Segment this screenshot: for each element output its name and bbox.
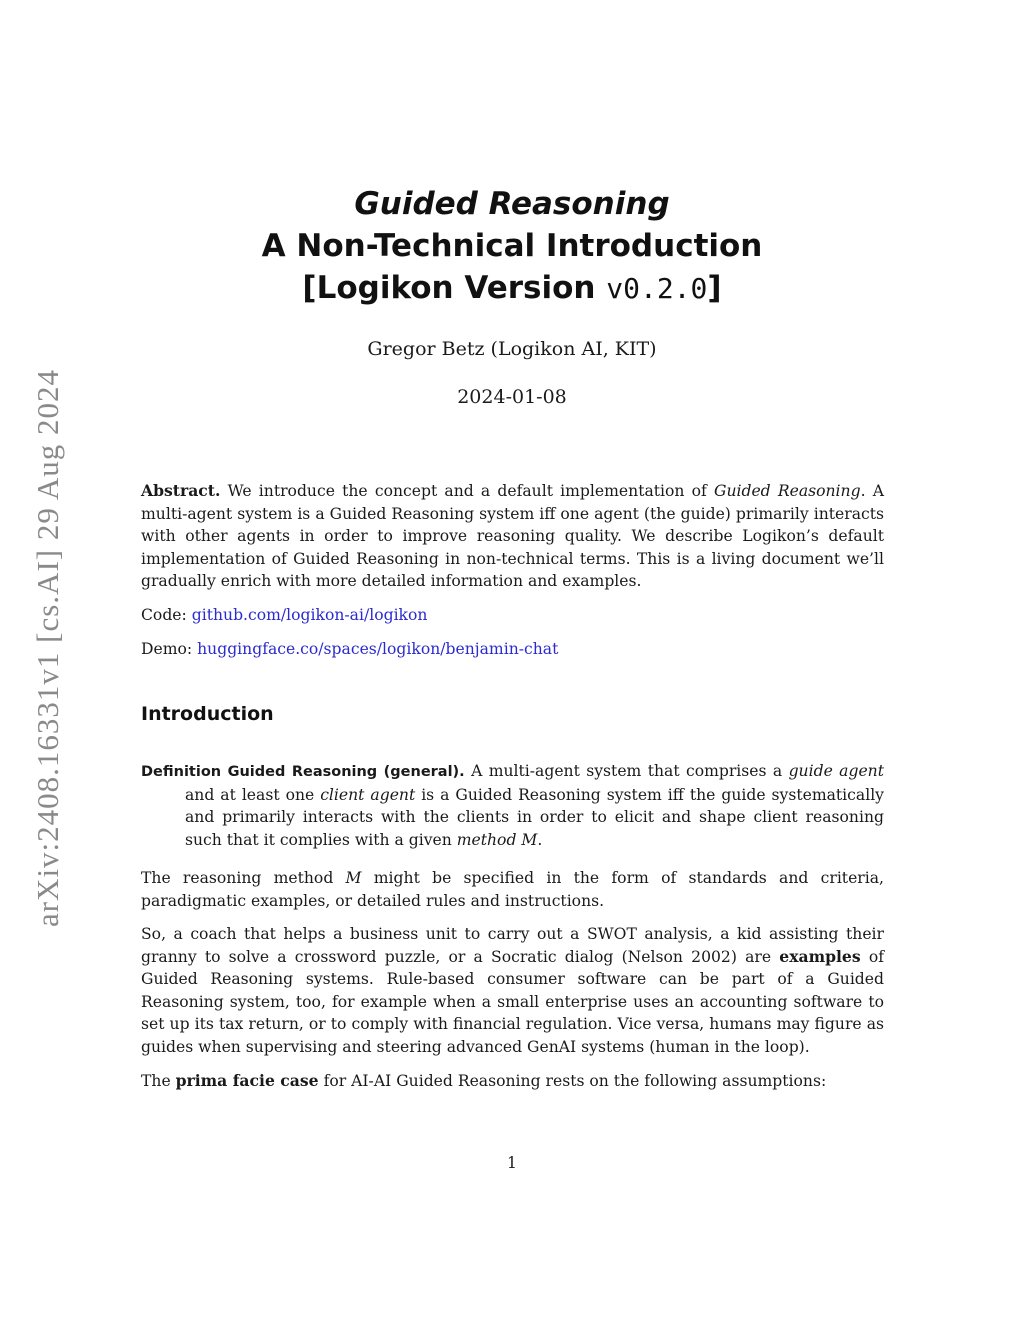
examples-text-1: So, a coach that helps a business unit to carry out a SWOT analysis, a kid assisting their granny to solve a crossword puzzle, or a Socratic dialog (Nelson 2002) are — [141, 925, 884, 966]
method-text-2: might be specified in the form of standards and criteria, paradigmatic examples, or detailed rules and instructions. — [141, 869, 884, 910]
method-text-1: The reasoning method — [141, 869, 346, 887]
prima-bold: prima facie case — [175, 1071, 319, 1090]
prima-text-1: The — [141, 1072, 176, 1090]
definition-text-3: is a Guided Reasoning system iff the guide systematically and primarily interacts with the clients in order to elicit and shape client reasoning such that it complies with a given — [185, 785, 884, 849]
definition-text-4: . — [537, 830, 543, 849]
abstract-text-1: We introduce the concept and a default implementation of — [220, 482, 714, 500]
definition-label: Definition Guided Reasoning (general). — [141, 764, 465, 780]
author-line: Gregor Betz (Logikon AI, KIT) — [367, 338, 657, 360]
method-italic: M — [345, 869, 362, 887]
definition-italic-3: method M — [456, 830, 538, 849]
definition-text-2: and at least one — [185, 785, 321, 804]
paragraph-method — [141, 867, 884, 912]
definition-text-1: A multi-agent system that comprises a — [464, 762, 789, 780]
definition-block — [141, 760, 884, 851]
paragraph-examples — [141, 923, 884, 1058]
examples-text-2: of Guided Reasoning systems. Rule-based consumer software can be part of a Guided Reasoning system, too, for example when a small enterprise uses an accounting software to set up its tax return, or to comply with financial regulation. Vice versa, humans may figure as guides when supervising and steering advanced GenAI systems (human in the loop). — [141, 947, 884, 1056]
demo-link[interactable]: huggingface.co/spaces/logikon/benjamin-chat — [197, 640, 559, 658]
code-link[interactable]: github.com/logikon-ai/logikon — [191, 606, 428, 624]
definition-italic-1: guide agent — [788, 762, 884, 780]
date-line: 2024-01-08 — [457, 386, 567, 408]
code-label: Code: — [141, 606, 192, 624]
abstract-text-2: . A multi-agent system is a Guided Reasoning system iff one agent (the guide) primarily interacts with other agents in order to improve reasoning quality. We describe Logikon’s default implementation of Guided Reasoning in non-technical terms. This is a living document we’ll gradually enrich with more detailed information and examples. — [141, 482, 884, 590]
title-line-2: A Non-Technical Introduction — [261, 228, 763, 264]
abstract-label: Abstract. — [141, 481, 221, 500]
code-link-line — [141, 604, 884, 627]
title-line-3 — [141, 267, 883, 310]
title-version: v0.2.0 — [606, 272, 708, 305]
page-number: 1 — [507, 1154, 517, 1172]
title-line-3-prefix: [Logikon Version — [302, 270, 607, 306]
title-line-1: Guided Reasoning — [354, 186, 670, 222]
arxiv-identifier: arXiv:2408.16331v1 [cs.AI] 29 Aug 2024 — [30, 368, 65, 928]
section-heading-introduction: Introduction — [141, 703, 274, 725]
abstract — [141, 480, 884, 593]
title-line-3-suffix: ] — [707, 270, 722, 306]
demo-link-line — [141, 638, 884, 661]
prima-text-2: for AI-AI Guided Reasoning rests on the following assumptions: — [318, 1072, 827, 1090]
examples-bold: examples — [779, 946, 861, 966]
paper-title — [141, 183, 883, 310]
definition-italic-2: client agent — [320, 785, 416, 804]
paragraph-prima-facie — [141, 1070, 884, 1093]
demo-label: Demo: — [141, 640, 198, 658]
abstract-italic: Guided Reasoning — [713, 482, 861, 500]
